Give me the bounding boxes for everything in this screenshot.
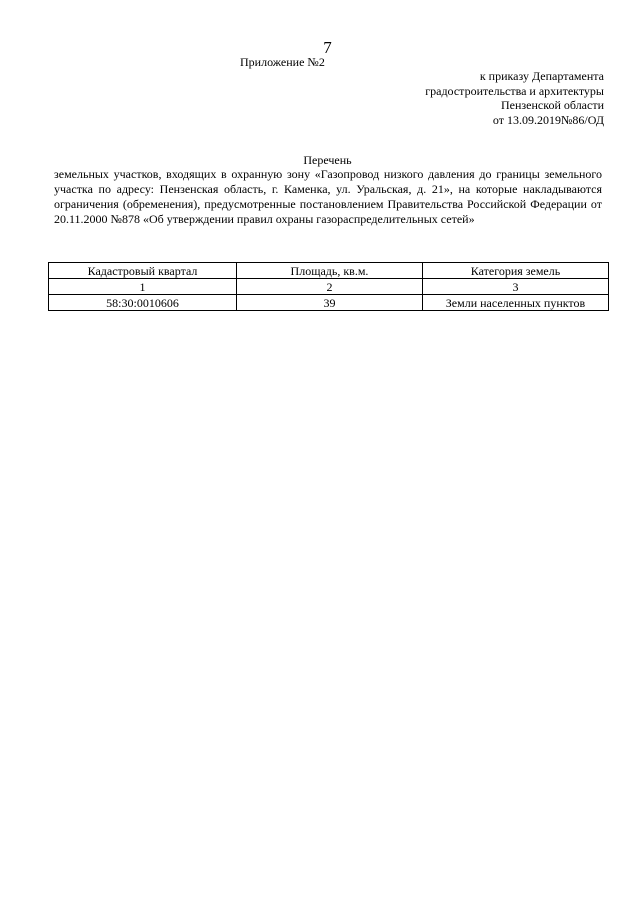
table-column-numbers-row <box>49 279 609 295</box>
column-number: 3 <box>423 279 609 295</box>
cell-area: 39 <box>237 295 423 311</box>
order-ref-line: Пензенской области <box>501 98 604 112</box>
order-ref-line: градостроительства и архитектуры <box>425 83 604 98</box>
header-cadastral-quarter: Кадастровый квартал <box>49 263 237 279</box>
order-ref-line: от 13.09.2019№86/ОД <box>492 112 604 127</box>
order-ref-line: к приказу Департамента <box>479 69 604 83</box>
page-number: 7 <box>323 38 332 57</box>
column-number: 2 <box>237 279 423 295</box>
header-land-category: Категория земель <box>423 263 609 279</box>
order-reference <box>425 69 604 127</box>
cell-cadastral-quarter: 58:30:0010606 <box>49 295 237 311</box>
header-area: Площадь, кв.м. <box>237 263 423 279</box>
column-number: 1 <box>49 279 237 295</box>
document-title: Перечень <box>303 153 352 167</box>
document-body: земельных участков, входящих в охранную зону «Газопровод низкого давления до границы земельного участка по адресу: Пензенская область, г. Каменка, ул. Уральская, д. 21», на которые накладываются ограничения (обременения), предусмотренные постановлением Правительства Российской Федерации от 20.11.2000 №878 «Об утверждении правил охраны газораспределительных сетей» <box>54 167 602 226</box>
land-plots-table <box>48 262 609 311</box>
table-row <box>49 295 609 311</box>
appendix-label: Приложение №2 <box>240 55 325 69</box>
cell-land-category: Земли населенных пунктов <box>423 295 609 311</box>
table-header-row <box>49 263 609 279</box>
